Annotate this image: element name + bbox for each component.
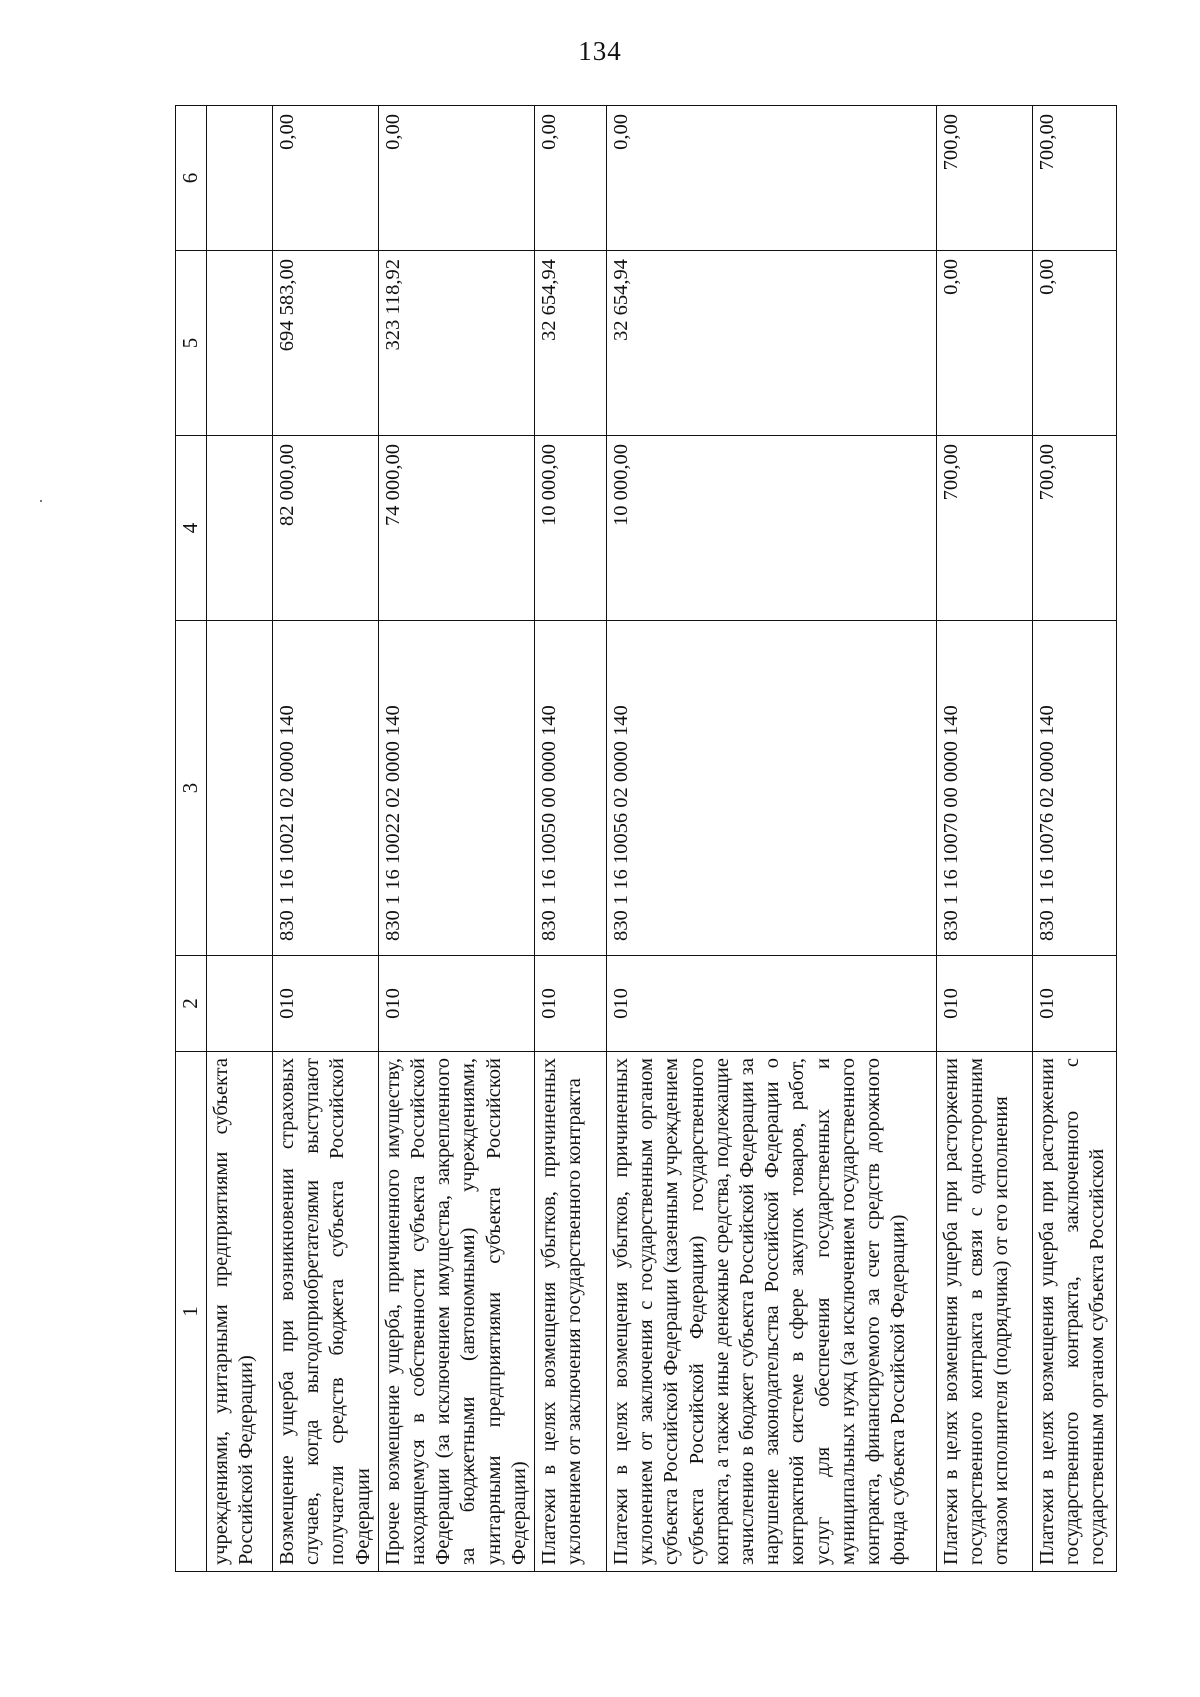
unexecuted-cell [207, 106, 273, 251]
line-code-cell: 010 [1033, 956, 1117, 1052]
column-header-4: 4 [176, 436, 207, 621]
table-row [273, 106, 379, 1572]
executed-cell: 694 583,00 [273, 251, 379, 436]
kbk-code-cell [207, 621, 273, 956]
column-header-2: 2 [176, 956, 207, 1052]
kbk-code-cell: 830 1 16 10056 02 0000 140 [607, 621, 937, 956]
table-row [607, 106, 937, 1572]
table-header-row [176, 106, 207, 1572]
executed-cell: 32 654,94 [535, 251, 607, 436]
row-name-cell: Возмещение ущерба при возникновении страховых случаев, когда выгодоприобретателями выступают получатели средств бюджета субъекта Российской Федерации [273, 1052, 379, 1572]
executed-cell: 323 118,92 [378, 251, 534, 436]
unexecuted-cell: 0,00 [378, 106, 534, 251]
row-name-cell: Платежи в целях возмещения убытков, причиненных уклонением от заключения государственного контракта [535, 1052, 607, 1572]
line-code-cell: 010 [937, 956, 1033, 1052]
line-code-cell: 010 [273, 956, 379, 1052]
unexecuted-cell: 700,00 [1033, 106, 1117, 251]
unexecuted-cell: 0,00 [273, 106, 379, 251]
unexecuted-cell: 700,00 [937, 106, 1033, 251]
row-name-cell: Платежи в целях возмещения ущерба при расторжении государственного контракта в связи с односторонним отказом исполнителя (подрядчика) от его исполнения [937, 1052, 1033, 1572]
table-row [378, 106, 534, 1572]
column-header-3: 3 [176, 621, 207, 956]
executed-cell: 0,00 [937, 251, 1033, 436]
approved-cell: 700,00 [1033, 436, 1117, 621]
unexecuted-cell: 0,00 [607, 106, 937, 251]
kbk-code-cell: 830 1 16 10076 02 0000 140 [1033, 621, 1117, 956]
column-header-1: 1 [176, 1052, 207, 1572]
line-code-cell: 010 [378, 956, 534, 1052]
line-code-cell: 010 [607, 956, 937, 1052]
executed-cell: 32 654,94 [607, 251, 937, 436]
rotated-table-wrapper [175, 106, 1109, 1572]
unexecuted-cell: 0,00 [535, 106, 607, 251]
column-header-6: 6 [176, 106, 207, 251]
table-row [1033, 106, 1117, 1572]
approved-cell: 10 000,00 [607, 436, 937, 621]
kbk-code-cell: 830 1 16 10021 02 0000 140 [273, 621, 379, 956]
line-code-cell: 010 [535, 956, 607, 1052]
row-name-cell: Платежи в целях возмещения ущерба при расторжении государственного контракта, заключенного с государственным органом субъекта Российской [1033, 1052, 1117, 1572]
kbk-code-cell: 830 1 16 10022 02 0000 140 [378, 621, 534, 956]
row-name-cell: учреждениями, унитарными предприятиями субъекта Российской Федерации) [207, 1052, 273, 1572]
page-number: 134 [578, 36, 622, 66]
line-code-cell [207, 956, 273, 1052]
column-header-5: 5 [176, 251, 207, 436]
table-row [937, 106, 1033, 1572]
approved-cell: 10 000,00 [535, 436, 607, 621]
revenue-table [175, 105, 1117, 1572]
executed-cell [207, 251, 273, 436]
row-name-cell: Платежи в целях возмещения убытков, причиненных уклонением от заключения с государственным органом субъекта Российской Федерации (казенным учреждением субъекта Российской Федерации) государственного контракта, а также иные денежные средства, подлежащие зачислению в бюджет субъекта Российской Федерации за нарушение законодательства Российской Федерации о контрактной системе в сфере закупок товаров, работ, услуг для обеспечения государственных и муниципальных нужд (за исключением государственного контракта, финансируемого за счет средств дорожного фонда субъекта Российской Федерации) [607, 1052, 937, 1572]
approved-cell: 74 000,00 [378, 436, 534, 621]
kbk-code-cell: 830 1 16 10070 00 0000 140 [937, 621, 1033, 956]
row-name-cell: Прочее возмещение ущерба, причиненного имуществу, находящемуся в собственности субъекта Российской Федерации (за исключением имущества, закрепленного за бюджетными (автономными) учреждениями, унитарными предприятиями субъекта Российской Федерации) [378, 1052, 534, 1572]
kbk-code-cell: 830 1 16 10050 00 0000 140 [535, 621, 607, 956]
executed-cell: 0,00 [1033, 251, 1117, 436]
table-row [535, 106, 607, 1572]
scan-speck [40, 500, 42, 502]
approved-cell: 82 000,00 [273, 436, 379, 621]
approved-cell [207, 436, 273, 621]
table-row [207, 106, 273, 1572]
approved-cell: 700,00 [937, 436, 1033, 621]
